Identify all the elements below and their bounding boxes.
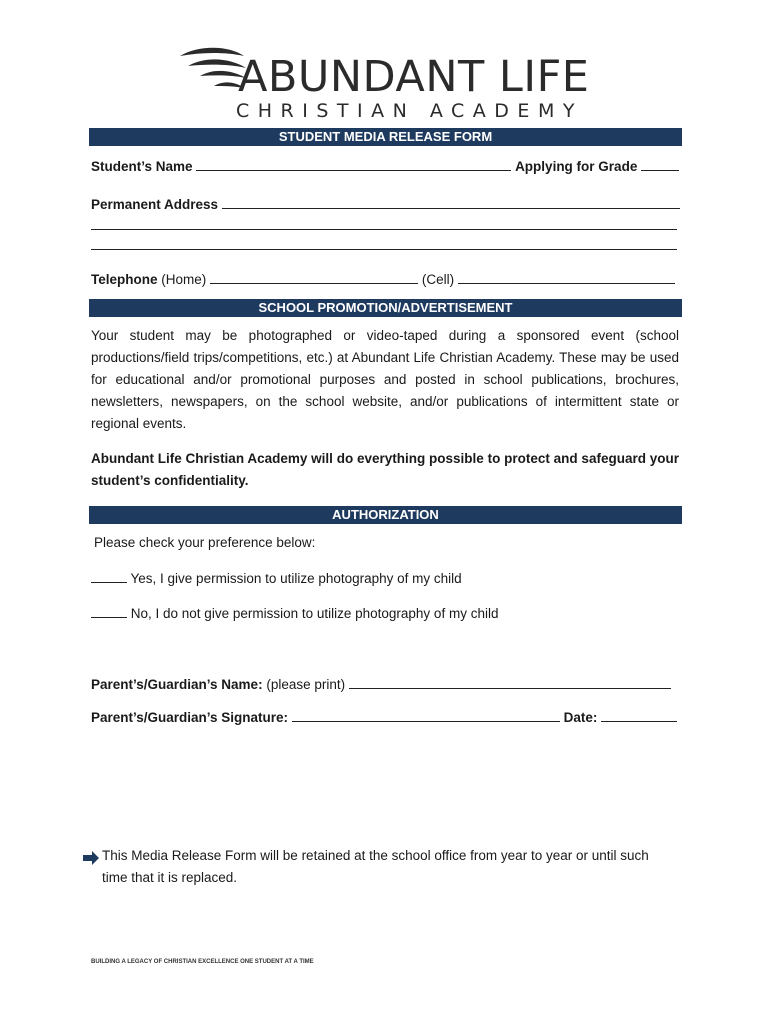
parent-name-field[interactable] <box>349 676 671 689</box>
no-checkbox-line[interactable] <box>91 605 127 618</box>
student-name-row <box>91 158 679 174</box>
student-name-field[interactable] <box>196 158 511 171</box>
grade-field[interactable] <box>641 158 679 171</box>
please-print-label: (please print) <box>266 677 346 692</box>
date-field[interactable] <box>601 709 677 722</box>
authorization-bar: AUTHORIZATION <box>89 506 682 524</box>
address-field[interactable] <box>222 196 680 209</box>
yes-checkbox-line[interactable] <box>91 570 127 583</box>
grade-label: Applying for Grade <box>515 159 638 174</box>
parent-signature-row <box>91 709 677 725</box>
promotion-paragraph: Your student may be photographed or video-taped during a sponsored event (school productions/field trips/competitions, etc.) at Abundant Life Christian Academy. These may be used for educational and/or promotional purposes and posted in school publications, brochures, newsletters, newspapers, on the school website, and/or publications of intermittent state or regional events. <box>91 328 679 431</box>
address-line-2[interactable] <box>91 229 677 230</box>
address-row <box>91 196 680 212</box>
telephone-label: Telephone <box>91 272 158 287</box>
logo-subtitle: CHRISTIAN ACADEMY <box>236 100 583 122</box>
authorization-instruction: Please check your preference below: <box>94 535 316 550</box>
logo-name: ABUNDANT LIFE <box>238 52 590 102</box>
yes-option-label: Yes, I give permission to utilize photography of my child <box>130 571 462 586</box>
address-line-3[interactable] <box>91 249 677 250</box>
date-label: Date: <box>563 710 598 725</box>
arrow-right-icon <box>82 851 100 865</box>
footer-tagline: BUILDING A LEGACY OF CHRISTIAN EXCELLENCE ONE STUDENT AT A TIME <box>91 959 314 965</box>
form-title-bar: STUDENT MEDIA RELEASE FORM <box>89 128 682 146</box>
home-phone-field[interactable] <box>210 271 418 284</box>
student-name-label: Student’s Name <box>91 159 193 174</box>
parent-name-label: Parent’s/Guardian’s Name: <box>91 677 263 692</box>
promotion-bar: SCHOOL PROMOTION/ADVERTISEMENT <box>89 299 682 317</box>
no-option-label: No, I do not give permission to utilize photography of my child <box>130 606 499 621</box>
address-label: Permanent Address <box>91 197 219 212</box>
retention-note: This Media Release Form will be retained at the school office from year to year or until such time that it is replaced. <box>102 848 649 885</box>
school-logo <box>178 42 598 124</box>
cell-phone-field[interactable] <box>458 271 675 284</box>
no-option <box>91 605 498 621</box>
confidentiality-paragraph: Abundant Life Christian Academy will do everything possible to protect and safeguard your student’s confidentiality. <box>91 451 679 488</box>
parent-name-row <box>91 676 671 692</box>
yes-option <box>91 570 462 586</box>
cell-label: (Cell) <box>421 272 455 287</box>
telephone-row <box>91 271 675 287</box>
home-label: (Home) <box>161 272 207 287</box>
parent-signature-field[interactable] <box>292 709 560 722</box>
parent-signature-label: Parent’s/Guardian’s Signature: <box>91 710 289 725</box>
